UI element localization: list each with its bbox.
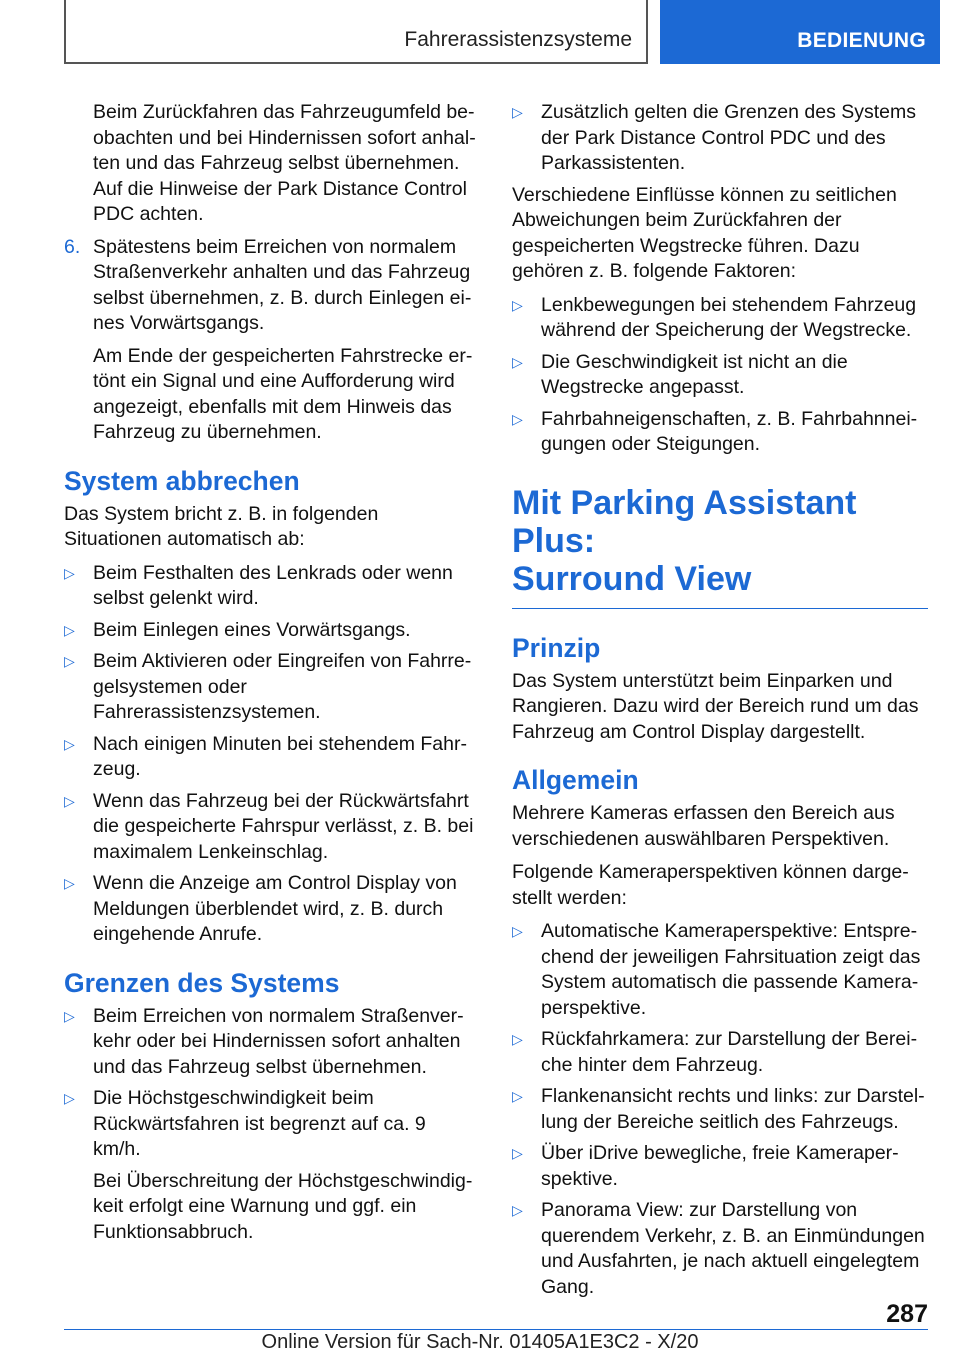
triangle-bullet-icon: ▷	[512, 923, 523, 939]
heading-surround-view	[512, 484, 928, 609]
einfluesse-text: Verschiedene Einflüsse können zu seitlichen Abweichungen beim Zurückfahren der gespeicherten Wegstrecke führen. Dazu gehören z. B. folgende Faktoren:	[512, 183, 897, 282]
step-6	[64, 235, 476, 337]
triangle-bullet-icon: ▷	[64, 621, 75, 638]
factors-list	[512, 293, 928, 458]
heading-grenzen: Grenzen des Systems	[64, 967, 340, 998]
footer-text: Online Version für Sach-Nr. 01405A1E3C2 - X/20	[261, 1331, 699, 1353]
heading-allgemein: Allgemein	[512, 765, 639, 795]
heading-system-abbrechen: System abbrechen	[64, 465, 300, 496]
camera-list	[512, 919, 928, 1300]
list-item: ▷ Über iDrive bewegliche, freie Kameraperspektive.	[512, 1141, 928, 1192]
abbrechen-list	[64, 561, 476, 948]
header-chapter-tab	[660, 0, 940, 64]
pdc-list	[512, 100, 928, 177]
heading-line-2: Surround View	[512, 559, 752, 598]
allgemein-text-2: Folgende Kameraperspektiven können dargestellt werden:	[512, 861, 909, 909]
list-item: ▷ Lenkbewegungen bei stehendem Fahrzeug während der Speicherung der Wegstrecke.	[512, 293, 928, 344]
triangle-bullet-icon: ▷	[512, 104, 523, 120]
triangle-bullet-icon: ▷	[512, 1031, 523, 1047]
triangle-bullet-icon: ▷	[512, 1088, 523, 1104]
list-item: ▷ Automatische Kameraperspektive: Entsprechend der jeweiligen Fahrsituation zeigt das System automatisch die passende Kameraperspektive.	[512, 919, 928, 1021]
list-item: ▷ Die Höchstgeschwindigkeit beim Rückwärtsfahren ist begrenzt auf ca. 9 km/h.	[64, 1086, 476, 1163]
triangle-bullet-icon: ▷	[512, 296, 523, 313]
triangle-bullet-icon: ▷	[64, 1007, 75, 1024]
list-item: ▷ Wenn die Anzeige am Control Display von Meldungen überblendet wird, z. B. durch eingehende Anrufe.	[64, 871, 476, 948]
list-item: ▷ Fahrbahneigenschaften, z. B. Fahrbahnneigungen oder Steigungen.	[512, 407, 928, 458]
footer-divider	[64, 1329, 928, 1330]
triangle-bullet-icon: ▷	[64, 1090, 75, 1106]
page-number: 287	[886, 1300, 928, 1328]
allgemein-text-1: Mehrere Kameras erfassen den Bereich aus verschiedenen auswählbaren Perspektiven.	[512, 802, 895, 850]
triangle-bullet-icon: ▷	[64, 653, 75, 669]
list-item: ▷ Nach einigen Minuten bei stehendem Fahrzeug.	[64, 732, 476, 783]
heading-prinzip: Prinzip	[512, 632, 601, 663]
grenzen-list	[64, 1004, 476, 1163]
step6-note: Am Ende der gespeicherten Fahrstrecke ertönt ein Signal und eine Aufforderung wird angezeigt, ebenfalls mit dem Hinweis das Fahrzeug zu übernehmen.	[93, 344, 473, 443]
step5-continuation: Beim Zurückfahren das Fahrzeugumfeld beobachten und bei Hindernissen sofort anhalten und das Fahrzeug selbst übernehmen. Auf die Hinweise der Park Distance Control PDC achten.	[93, 101, 476, 225]
triangle-bullet-icon: ▷	[512, 410, 523, 427]
header-chapter-title: BEDIENUNG	[797, 29, 926, 52]
triangle-bullet-icon: ▷	[512, 1202, 523, 1218]
grenzen-note: Bei Überschreitung der Höchstgeschwindigkeit erfolgt eine Warnung und ggf. ein Funktionsabbruch.	[93, 1169, 473, 1243]
list-item: ▷ Die Geschwindigkeit ist nicht an die Wegstrecke angepasst.	[512, 350, 928, 401]
abbrechen-intro: Das System bricht z. B. in folgenden Situationen automatisch ab:	[64, 502, 379, 550]
list-item: ▷ Rückfahrkamera: zur Darstellung der Bereiche hinter dem Fahrzeug.	[512, 1027, 928, 1078]
header-section-box	[64, 0, 648, 64]
heading-line-1: Mit Parking Assistant Plus:	[512, 483, 857, 560]
triangle-bullet-icon: ▷	[64, 735, 75, 752]
triangle-bullet-icon: ▷	[64, 792, 75, 809]
list-item: ▷ Beim Erreichen von normalem Straßenverkehr oder bei Hindernissen sofort anhalten und das Fahrzeug selbst übernehmen.	[64, 1004, 476, 1081]
triangle-bullet-icon: ▷	[64, 875, 75, 891]
triangle-bullet-icon: ▷	[64, 564, 75, 581]
list-item: ▷ Zusätzlich gelten die Grenzen des Systems der Park Distance Control PDC und des Parkassistenten.	[512, 100, 928, 177]
step-number: 6.	[64, 235, 81, 258]
step-text: Spätestens beim Erreichen von normalem Straßenverkehr anhalten und das Fahrzeug selbst übernehmen, z. B. durch Einlegen eines Vorwärtsgangs.	[93, 235, 472, 334]
list-item: ▷ Beim Einlegen eines Vorwärtsgangs.	[64, 618, 476, 644]
left-column	[64, 100, 476, 1252]
list-item: ▷ Beim Festhalten des Lenkrads oder wenn selbst gelenkt wird.	[64, 561, 476, 612]
list-item: ▷ Panorama View: zur Darstellung von querendem Verkehr, z. B. an Einmündungen und Ausfahrten, je nach aktuell eingelegtem Gang.	[512, 1198, 928, 1300]
prinzip-text: Das System unterstützt beim Einparken und Rangieren. Dazu wird der Bereich rund um das Fahrzeug am Control Display dargestellt.	[512, 669, 919, 743]
list-item: ▷ Beim Aktivieren oder Eingreifen von Fahrregelsystemen oder Fahrerassistenzsystemen.	[64, 649, 476, 726]
triangle-bullet-icon: ▷	[512, 1145, 523, 1161]
triangle-bullet-icon: ▷	[512, 353, 523, 370]
list-item: ▷ Wenn das Fahrzeug bei der Rückwärtsfahrt die gespeicherte Fahrspur verlässt, z. B. bei maximalem Lenkeinschlag.	[64, 789, 476, 866]
header-section-title: Fahrerassistenzsysteme	[404, 28, 632, 51]
list-item: ▷ Flankenansicht rechts und links: zur Darstellung der Bereiche seitlich des Fahrzeugs.	[512, 1084, 928, 1135]
right-column	[512, 100, 928, 1306]
